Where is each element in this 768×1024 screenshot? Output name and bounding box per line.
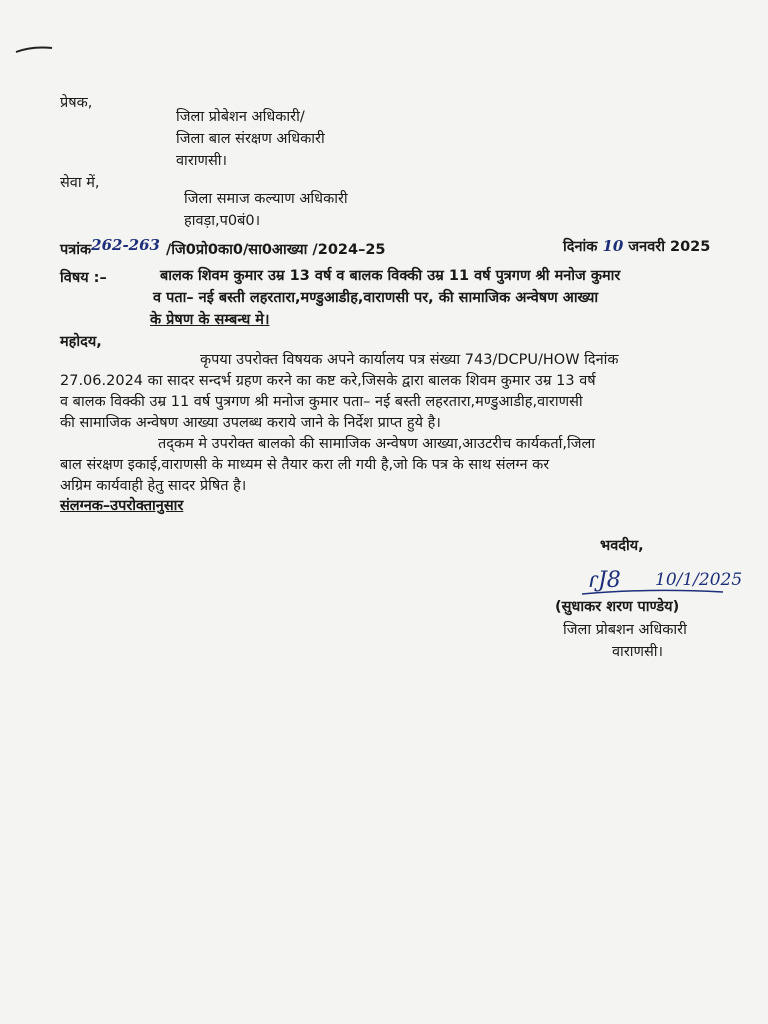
paragraph-2-line-2: बाल संरक्षण इकाई,वाराणसी के माध्यम से तैयार करा ली गयी है,जो कि पत्र के साथ संलग्न कर	[60, 457, 550, 473]
subject-line-2: व पता– नई बस्ती लहरतारा,मण्डुआडीह,वाराणसी पर, की सामाजिक अन्वेषण आख्या	[153, 290, 599, 306]
reference-suffix: /जि0प्रो0का0/सा0आख्या /2024–25	[166, 242, 386, 258]
sender-line-1: जिला प्रोबेशन अधिकारी/	[176, 109, 305, 125]
sender-line-3: वाराणसी।	[176, 153, 228, 169]
signature-handwritten-date: 10/1/2025	[655, 570, 743, 590]
salutation: महोदय,	[60, 334, 102, 350]
paragraph-1-line-1: कृपया उपरोक्त विषयक अपने कार्यालय पत्र संख्या 743/DCPU/HOW दिनांक	[200, 352, 619, 368]
signatory-name: (सुधाकर शरण पाण्डेय)	[555, 599, 680, 615]
paragraph-2-line-3: अग्रिम कार्यवाही हेतु सादर प्रेषित है।	[60, 478, 247, 494]
signatory-designation: जिला प्रोबशन अधिकारी	[563, 622, 687, 638]
closing: भवदीय,	[600, 538, 644, 554]
reference-prefix: पत्रांक	[60, 242, 92, 258]
paragraph-2-line-1: तद्कम मे उपरोक्त बालको की सामाजिक अन्वेषण आख्या,आउटरीच कार्यकर्ता,जिला	[158, 436, 596, 452]
pen-stroke-mark	[14, 42, 54, 62]
date-label: दिनांक	[563, 239, 598, 255]
paragraph-1-line-2: 27.06.2024 का सादर सन्दर्भ ग्रहण करने का कष्ट करे,जिसके द्वारा बालक शिवम कुमार उम्र 13 वर्ष	[60, 373, 596, 389]
subject-line-3: के प्रेषण के सम्बन्ध मे।	[150, 312, 270, 328]
sender-line-2: जिला बाल संरक्षण अधिकारी	[176, 131, 325, 147]
paragraph-1-line-4: की सामाजिक अन्वेषण आख्या उपलब्ध कराये जाने के निर्देश प्राप्त हुये है।	[60, 415, 441, 431]
subject-line-1: बालक शिवम कुमार उम्र 13 वर्ष व बालक विक्की उम्र 11 वर्ष पुत्रगण श्री मनोज कुमार	[160, 268, 621, 284]
signature-handwritten-initials: ɾJ8	[588, 568, 621, 593]
signatory-place: वाराणसी।	[612, 644, 664, 660]
date-handwritten-day: 10	[602, 237, 624, 255]
subject-label: विषय :–	[60, 270, 107, 286]
date-rest: जनवरी 2025	[628, 239, 711, 255]
sender-label: प्रेषक,	[60, 95, 93, 111]
recipient-line-1: जिला समाज कल्याण अधिकारी	[184, 191, 348, 207]
reference-date	[563, 236, 710, 257]
recipient-line-2: हावड़ा,प0बं0।	[184, 213, 261, 229]
recipient-label: सेवा में,	[60, 175, 100, 191]
enclosure-note: संलग्नक–उपरोक्तानुसार	[60, 498, 184, 514]
reference-handwritten-number: 262-263	[91, 236, 160, 254]
paragraph-1-line-3: व बालक विक्की उम्र 11 वर्ष पुत्रगण श्री मनोज कुमार पता– नई बस्ती लहरतारा,मण्डुआडीह,वाराणसी	[60, 394, 583, 410]
reference-line	[60, 236, 386, 260]
